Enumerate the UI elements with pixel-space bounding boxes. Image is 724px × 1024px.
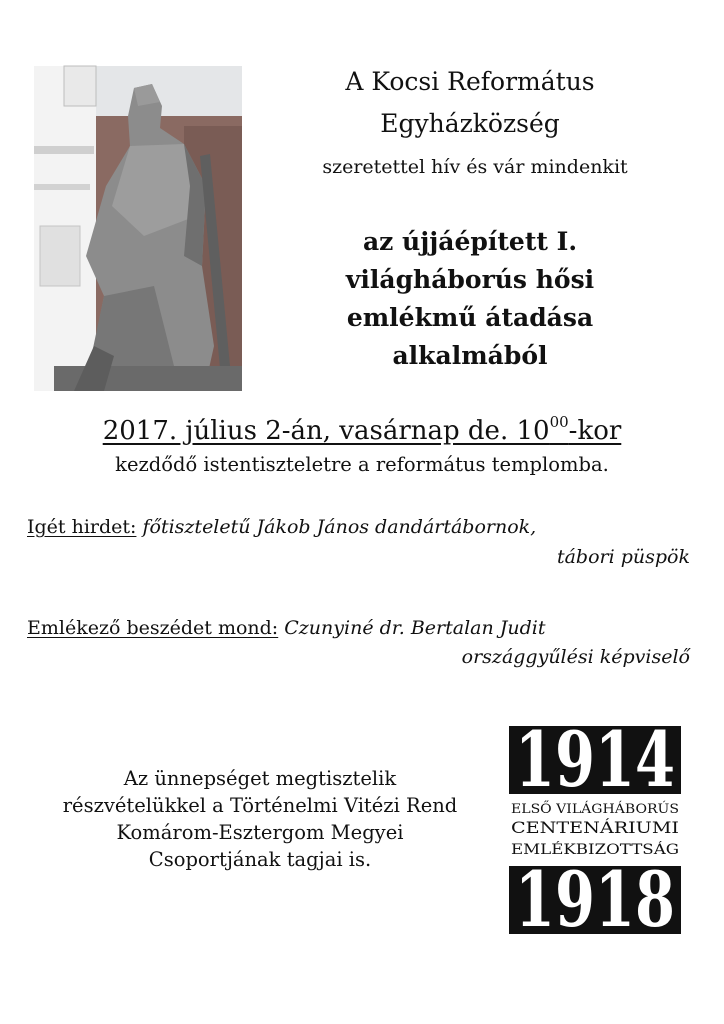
sermon-speaker-title: tábori püspök <box>556 546 690 568</box>
closing-line: Az ünnepséget megtisztelik <box>123 767 397 790</box>
event-date-text: 2017. július 2-án, vasárnap de. 10 <box>102 416 550 446</box>
event-time-suffix: -kor <box>568 416 622 446</box>
logo-year-top: 1914 <box>515 715 675 804</box>
centenary-committee-logo <box>509 715 681 944</box>
sermon-speaker-name: főtiszteletű Jákob János dandártábornok, <box>142 516 537 538</box>
memorial-speech-row <box>27 615 546 641</box>
occasion-heading <box>250 223 690 375</box>
occasion-line: emlékmű átadása <box>346 303 594 332</box>
logo-text-line3: EMLÉKBIZOTTSÁG <box>511 842 653 858</box>
occasion-line: az újjáépített I. <box>362 227 578 256</box>
memorial-speaker-title: országgyűlési képviselő <box>461 646 690 668</box>
event-time-superscript: 00 <box>549 413 569 431</box>
organizer-name-line2: Egyházközség <box>380 109 560 138</box>
sermon-row <box>27 514 536 540</box>
closing-paragraph <box>20 765 500 873</box>
logo-graphic <box>509 715 681 944</box>
event-date-underlined <box>102 413 622 446</box>
invitation-text: szeretettel hív és vár mindenkit <box>322 156 628 178</box>
closing-line: Komárom-Esztergom Megyei <box>116 821 404 844</box>
occasion-line: alkalmából <box>392 341 548 370</box>
service-description: kezdődő istentiszteletre a református templomba. <box>115 453 609 476</box>
event-date <box>0 414 724 448</box>
statue-illustration <box>34 66 242 391</box>
organizer-name-line1: A Kocsi Református <box>345 67 595 96</box>
logo-text-line1: ELSŐ VILÁGHÁBORÚS <box>511 802 667 817</box>
closing-line: részvételükkel a Történelmi Vitézi Rend <box>62 794 458 817</box>
closing-line: Csoportjának tagjai is. <box>148 848 372 871</box>
logo-year-bottom: 1918 <box>515 855 675 944</box>
logo-text-line2: CENTENÁRIUMI <box>511 818 652 837</box>
memorial-speech-label: Emlékező beszédet mond: <box>27 617 279 639</box>
sermon-label: Igét hirdet: <box>27 516 137 538</box>
memorial-statue-photo <box>34 66 242 391</box>
occasion-line: világháborús hősi <box>345 265 595 294</box>
memorial-speaker-name: Czunyiné dr. Bertalan Judit <box>284 617 546 639</box>
